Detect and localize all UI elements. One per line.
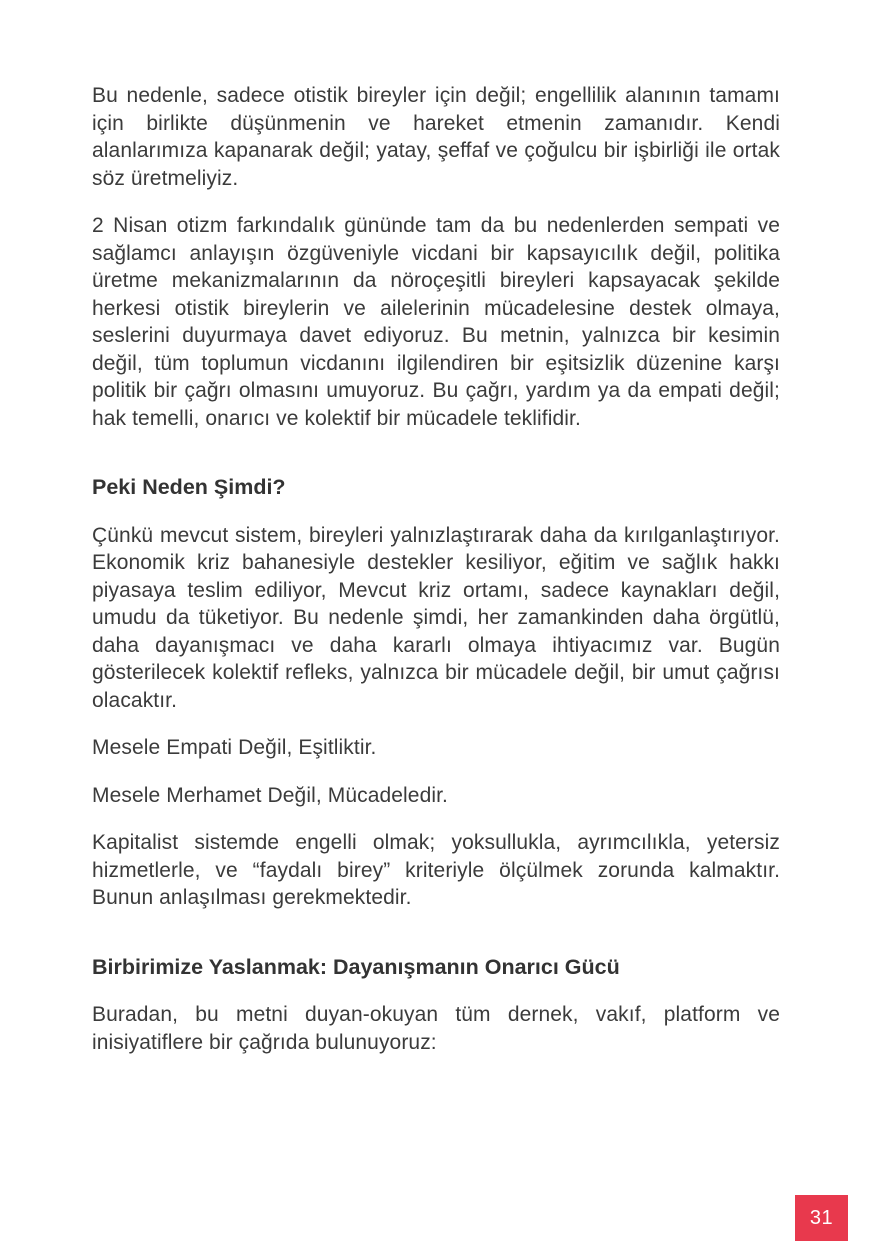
- paragraph-2-nisan: 2 Nisan otizm farkındalık gününde tam da bu nedenlerden sempati ve sağlamcı anlayışın özgüveniyle vicdani bir kapsayıcılık değil, politika üretme mekanizmalarının da nöroçeşitli bireyleri kapsayacak şekilde herkesi otistik bireylerin ve ailelerinin mücadelesine destek olmaya, seslerini duyurmaya davet ediyoruz. Bu metnin, yalnızca bir kesimin değil, tüm toplumun vicdanını ilgilendiren bir eşitsizlik düzenine karşı politik bir çağrı olmasını umuyoruz. Bu çağrı, yardım ya da empati değil; hak temelli, onarıcı ve kolektif bir mücadele teklifidir.: [92, 214, 780, 430]
- paragraph-intro: Bu nedenle, sadece otistik bireyler için değil; engellilik alanının tamamı için birlikte düşünmenin ve hareket etmenin zamanıdır. Kendi alanlarımıza kapanarak değil; yatay, şeffaf ve çoğulcu bir işbirliği ile ortak söz üretmeliyiz.: [92, 84, 780, 190]
- paragraph-kapitalist-sistem: Kapitalist sistemde engelli olmak; yoksullukla, ayrımcılıkla, yetersiz hizmetlerle, ve “faydalı birey” kriteriyle ölçülmek zorunda kalmaktır. Bunun anlaşılması gerekmektedir.: [92, 831, 780, 909]
- statement-empati-esitlik: Mesele Empati Değil, Eşitliktir.: [92, 736, 377, 759]
- page-content: [92, 0, 780, 1076]
- paragraph-cagri: Buradan, bu metni duyan-okuyan tüm dernek, vakıf, platform ve inisiyatiflere bir çağrıda bulunuyoruz:: [92, 1003, 780, 1054]
- section-heading-peki-neden-simdi: Peki Neden Şimdi?: [92, 475, 286, 499]
- paragraph-cunku-mevcut-sistem: Çünkü mevcut sistem, bireyleri yalnızlaştırarak daha da kırılganlaştırıyor. Ekonomik kriz bahanesiyle destekler kesiliyor, eğitim ve sağlık hakkı piyasaya teslim ediliyor, Mevcut kriz ortamı, sadece kaynakları değil, umudu da tüketiyor. Bu nedenle şimdi, her zamankinden daha örgütlü, daha dayanışmacı ve daha kararlı olmaya ihtiyacımız var. Bugün gösterilecek kolektif refleks, yalnızca bir mücadele değil, bir umut çağrısı olacaktır.: [92, 523, 780, 712]
- statement-merhamet-mucadele: Mesele Merhamet Değil, Mücadeledir.: [92, 783, 448, 807]
- section-heading-birbirimize-yaslanmak: Birbirimize Yaslanmak: Dayanışmanın Onarıcı Gücü: [92, 954, 620, 979]
- page-number-badge: 31: [795, 1195, 848, 1241]
